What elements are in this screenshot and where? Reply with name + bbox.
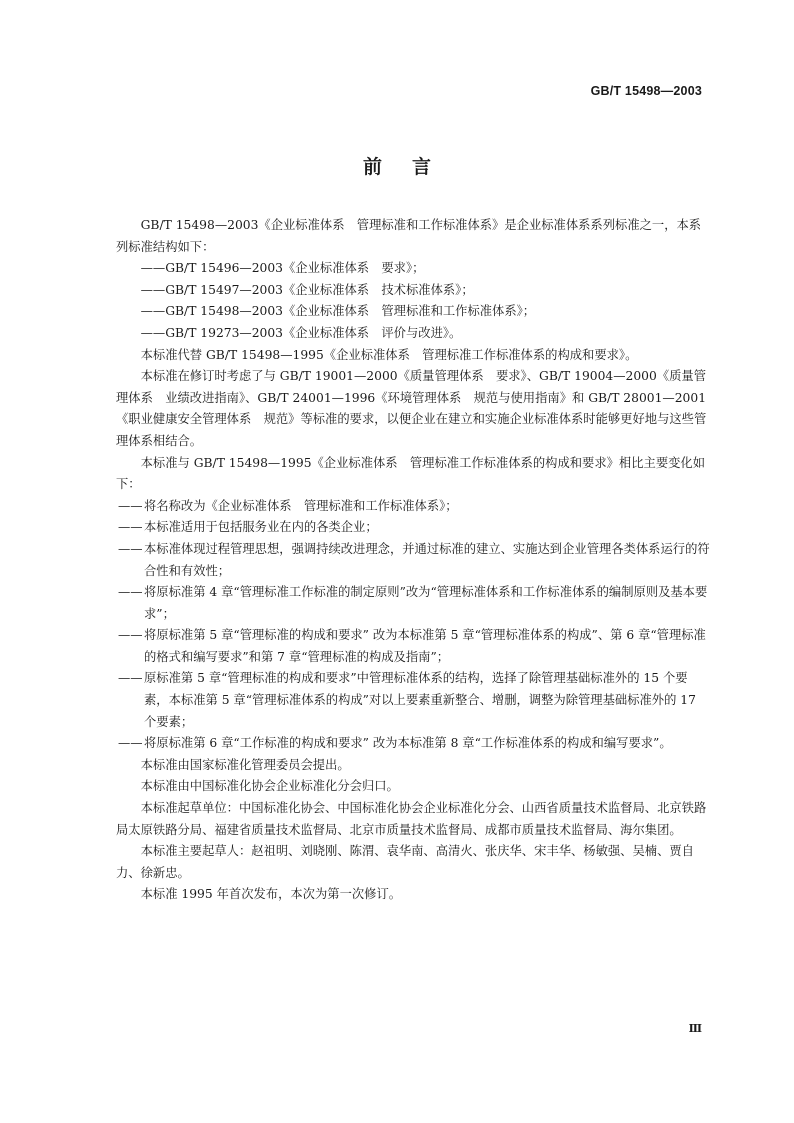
history-paragraph: 本标准 1995 年首次发布，本次为第一次修订。: [140, 887, 402, 902]
revision-paragraph: 本标准在修订时考虑了与 GB/T 19001—2000《质量管理体系 要求》、GB/T 19004—2000《质量管理体系 业绩改进指南》、GB/T 24001—1996《环境管理体系 规范与使用指南》和 GB/T 28001—2001《职业健康安全管理体系 规范》等标准的要求，以便企业在建立和实施企业标准体系时能够更好地与这些管理体系相结合。: [116, 369, 707, 448]
dash-marker: ——: [118, 541, 143, 556]
change-text: 将名称改为《企业标准体系 管理标准和工作标准体系》；: [144, 498, 458, 513]
dash-marker: ——: [118, 585, 143, 600]
dash-marker: ——: [118, 498, 143, 513]
dash-marker: ——: [118, 671, 143, 686]
drafting-units-paragraph: 本标准起草单位：中国标准化协会、中国标准化协会企业标准化分会、山西省质量技术监督局、北京铁路局太原铁路分局、福建省质量技术监督局、北京市质量技术监督局、成都市质量技术监督局、海尔集团。: [116, 801, 707, 837]
change-item: [116, 733, 712, 755]
change-text: 将原标准第 5 章“管理标准的构成和要求” 改为本标准第 5 章“管理标准体系的构成”、第 6 章“管理标准的格式和编写要求”和第 7 章“管理标准的构成及指南”；: [144, 628, 706, 664]
dash-marker: ——: [118, 736, 143, 751]
replaces-paragraph: 本标准代替 GB/T 15498—1995《企业标准体系 管理标准工作标准体系的构成和要求》。: [140, 347, 638, 362]
page-title: 前言: [362, 156, 461, 178]
series-item: ——GB/T 15498—2003《企业标准体系 管理标准和工作标准体系》；: [140, 304, 536, 319]
series-item: ——GB/T 19273—2003《企业标准体系 评价与改进》。: [140, 325, 462, 340]
preface-body: [116, 215, 712, 906]
changes-intro-paragraph: 本标准与 GB/T 15498—1995《企业标准体系 管理标准工作标准体系的构成和要求》相比主要变化如下：: [116, 455, 706, 492]
proposer-paragraph: 本标准由国家标准化管理委员会提出。: [140, 757, 350, 772]
drafters-paragraph: 本标准主要起草人：赵祖明、刘晓刚、陈渭、袁华南、高清火、张庆华、宋丰华、杨敏强、吴楠、贾自力、徐新忠。: [116, 844, 694, 880]
standard-code: GB/T 15498—2003: [590, 84, 702, 98]
change-text: 本标准适用于包括服务业在内的各类企业；: [144, 520, 378, 535]
change-text: 将原标准第 6 章“工作标准的构成和要求” 改为本标准第 8 章“工作标准体系的构成和编写要求”。: [144, 736, 672, 751]
change-text: 将原标准第 4 章“管理标准工作标准的制定原则”改为“管理标准体系和工作标准体系的编制原则及基本要求”；: [144, 585, 708, 621]
series-item: ——GB/T 15497—2003《企业标准体系 技术标准体系》；: [140, 282, 474, 297]
centralized-paragraph: 本标准由中国标准化协会企业标准化分会归口。: [140, 779, 399, 794]
dash-marker: ——: [118, 520, 143, 535]
page-number: Ⅲ: [688, 1022, 702, 1035]
series-item: ——GB/T 15496—2003《企业标准体系 要求》；: [140, 261, 425, 276]
dash-marker: ——: [118, 628, 143, 643]
change-text: 原标准第 5 章“管理标准的构成和要求”中管理标准体系的结构，选择了除管理基础标准外的 15 个要素，本标准第 5 章“管理标准体系的构成”对以上要素重新整合、增删，调整为除管理基础标准外的 17 个要素；: [144, 671, 696, 729]
intro-paragraph: GB/T 15498—2003《企业标准体系 管理标准和工作标准体系》是企业标准体系系列标准之一，本系列标准结构如下：: [116, 218, 702, 254]
change-item: [116, 582, 712, 625]
change-item: [116, 668, 712, 733]
change-item: [116, 625, 712, 668]
change-item: [116, 496, 712, 518]
change-text: 本标准体现过程管理思想，强调持续改进理念，并通过标准的建立、实施达到企业管理各类体系运行的符合性和有效性；: [144, 541, 710, 578]
change-item: [116, 517, 712, 539]
change-item: [116, 539, 712, 582]
